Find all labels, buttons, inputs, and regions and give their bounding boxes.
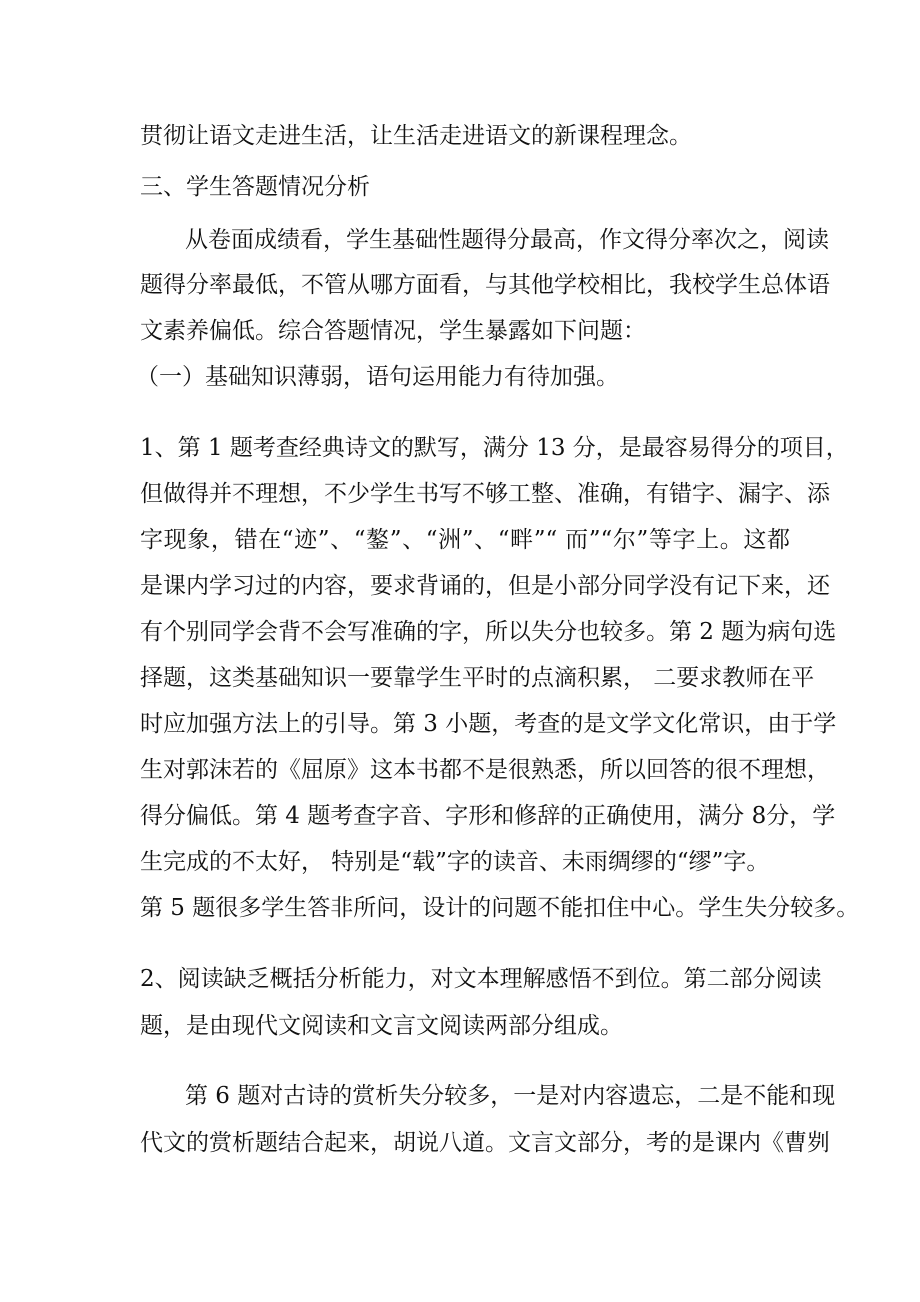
text-line: 是课内学习过的内容，要求背诵的，但是小部分同学没有记下来，还 [140, 573, 830, 599]
subsection-heading: （一）基础知识薄弱，语句运用能力有待加强。 [136, 364, 619, 390]
text-line: 从卷面成绩看，学生基础性题得分最高，作文得分率次之，阅读 [185, 227, 829, 253]
text-line: 有个别同学会背不会写准确的字，所以失分也较多。第 2 题为病句选 [140, 619, 837, 645]
text-line: 字现象，错在“迹”、“鏊”、“洲”、“畔”“ 而”“尔”等字上。这都 [140, 527, 790, 553]
text-line: 文素养偏低。综合答题情况，学生暴露如下问题： [140, 318, 646, 344]
text-line: 贯彻让语文走进生活，让生活走进语文的新课程理念。 [140, 123, 692, 149]
text-line: 时应加强方法上的引导。第 3 小题，考查的是文学文化常识，由于学 [140, 711, 837, 737]
text-line: 第 5 题很多学生答非所问，设计的问题不能扣住中心。学生失分较多。 [140, 895, 860, 921]
text-line: 生完成的不太好， 特别是“载”字的读音、未雨绸缪的“缪”字。 [140, 849, 770, 875]
section-heading: 三、学生答题情况分析 [140, 174, 370, 200]
text-line: 但做得并不理想，不少学生书写不够工整、准确，有错字、漏字、添 [140, 481, 830, 507]
text-line: 题，是由现代文阅读和文言文阅读两部分组成。 [140, 1013, 623, 1039]
text-line: 得分偏低。第 4 题考查字音、字形和修辞的正确使用，满分 8分，学 [140, 803, 836, 829]
text-line: 代文的赏析题结合起来，胡说八道。文言文部分，考的是课内《曹刿 [140, 1130, 830, 1156]
text-line: 2、阅读缺乏概括分析能力，对文本理解感悟不到位。第二部分阅读 [140, 966, 822, 992]
text-line: 题得分率最低，不管从哪方面看，与其他学校相比，我校学生总体语 [140, 272, 830, 298]
text-line: 生对郭沫若的《屈原》这本书都不是很熟悉，所以回答的很不理想， [140, 757, 830, 783]
text-line: 第 6 题对古诗的赏析失分较多，一是对内容遗忘，二是不能和现 [185, 1083, 836, 1109]
text-line: 1、第 1 题考查经典诗文的默写，满分 13 分，是最容易得分的项目， [140, 435, 849, 461]
text-line: 择题，这类基础知识一要靠学生平时的点滴积累， 二要求教师在平 [140, 665, 815, 691]
